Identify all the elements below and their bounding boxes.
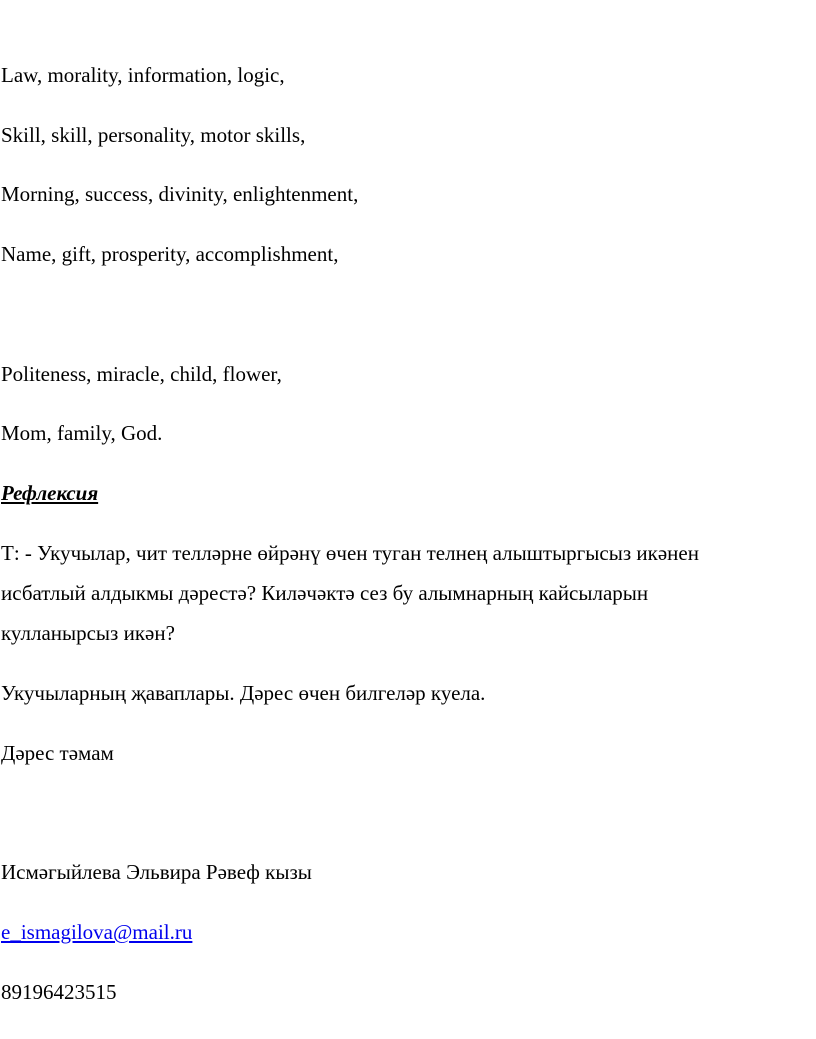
lesson-end-line: Дәрес тәмам: [1, 741, 114, 765]
author-email-line: [1, 920, 192, 944]
word-line-4: Name, gift, prosperity, accomplishment,: [1, 242, 339, 266]
word-line-5: Politeness, miracle, child, flower,: [1, 362, 282, 386]
reflection-question-line-1: Т: - Укучылар, чит телләрне өйрәнү өчен туган телнең алыштыргысыз икәнен: [1, 541, 699, 565]
word-line-2: Skill, skill, personality, motor skills,: [1, 123, 306, 147]
author-name: Исмәгыйлева Эльвира Рәвеф кызы: [1, 860, 312, 884]
reflection-question-line-2: исбатлый алдыкмы дәрестә? Киләчәктә сез бу алымнарның кайсыларын: [1, 581, 649, 605]
reflection-question-line-3: кулланырсыз икән?: [1, 621, 175, 645]
author-email-link[interactable]: e_ismagilova@mail.ru: [1, 920, 193, 944]
word-line-3: Morning, success, divinity, enlightenment,: [1, 182, 359, 206]
reflection-heading: Рефлексия: [1, 481, 99, 505]
answers-line: Укучыларның җаваплары. Дәрес өчен билгеләр куела.: [1, 681, 486, 705]
word-line-6: Mom, family, God.: [1, 421, 163, 445]
author-phone: 89196423515: [1, 980, 117, 1004]
word-line-1: Law, morality, information, logic,: [1, 63, 285, 87]
